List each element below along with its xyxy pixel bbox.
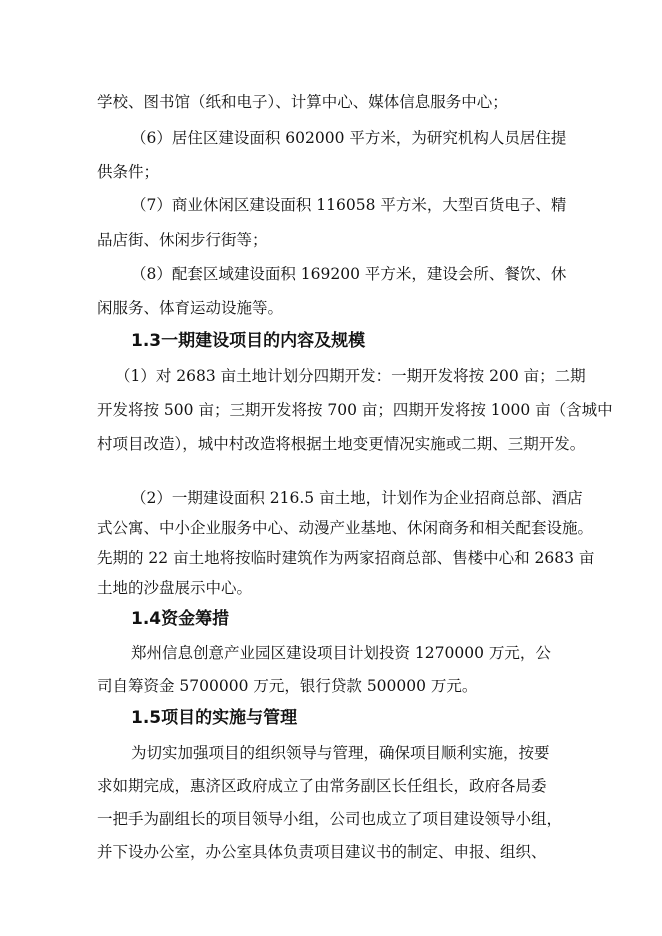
text-line: 并下设办公室，办公室具体负责项目建议书的制定、申报、组织、 (97, 843, 547, 861)
text-line: 土地的沙盘展示中心。 (97, 579, 253, 597)
section-heading-1-5: 1.5项目的实施与管理 (131, 708, 298, 728)
text-line: 品店街、休闲步行街等； (97, 231, 268, 249)
text-line: （6）居住区建设面积 602000 平方米，为研究机构人员居住提 (131, 129, 567, 147)
text-line: 学校、图书馆（纸和电子）、计算中心、媒体信息服务中心； (97, 93, 508, 111)
text-line: （2）一期建设面积 216.5 亩土地，计划作为企业招商总部、酒店 (131, 489, 583, 507)
text-line: 求如期完成，惠济区政府成立了由常务副区长任组长，政府各局委 (97, 777, 547, 795)
text-line: 先期的 22 亩土地将按临时建筑作为两家招商总部、售楼中心和 2683 亩 (97, 549, 595, 567)
text-line: 供条件； (97, 163, 160, 181)
text-line: 村项目改造），城中村改造将根据土地变更情况实施或二期、三期开发。 (97, 435, 586, 453)
section-heading-1-4: 1.4资金筹措 (131, 609, 230, 629)
text-line: 开发将按 500 亩；三期开发将按 700 亩；四期开发将按 1000 亩（含城中 (97, 401, 613, 419)
text-line: 司自筹资金 5700000 万元，银行贷款 500000 万元。 (97, 677, 478, 695)
text-line: 式公寓、中小企业服务中心、动漫产业基地、休闲商务和相关配套设施。 (97, 519, 594, 537)
text-line: （8）配套区域建设面积 169200 平方米，建设会所、餐饮、休 (131, 265, 567, 283)
text-line: （7）商业休闲区建设面积 116058 平方米，大型百货电子、精 (131, 196, 567, 214)
text-line: （1）对 2683 亩土地计划分四期开发：一期开发将按 200 亩；二期 (115, 367, 586, 385)
text-line: 闲服务、体育运动设施等。 (97, 299, 284, 317)
text-line: 一把手为副组长的项目领导小组，公司也成立了项目建设领导小组， (97, 810, 563, 828)
text-line: 郑州信息创意产业园区建设项目计划投资 1270000 万元，公 (131, 644, 551, 662)
section-heading-1-3: 1.3一期建设项目的内容及规模 (131, 331, 366, 351)
text-line: 为切实加强项目的组织领导与管理，确保项目顺利实施，按要 (131, 744, 550, 762)
